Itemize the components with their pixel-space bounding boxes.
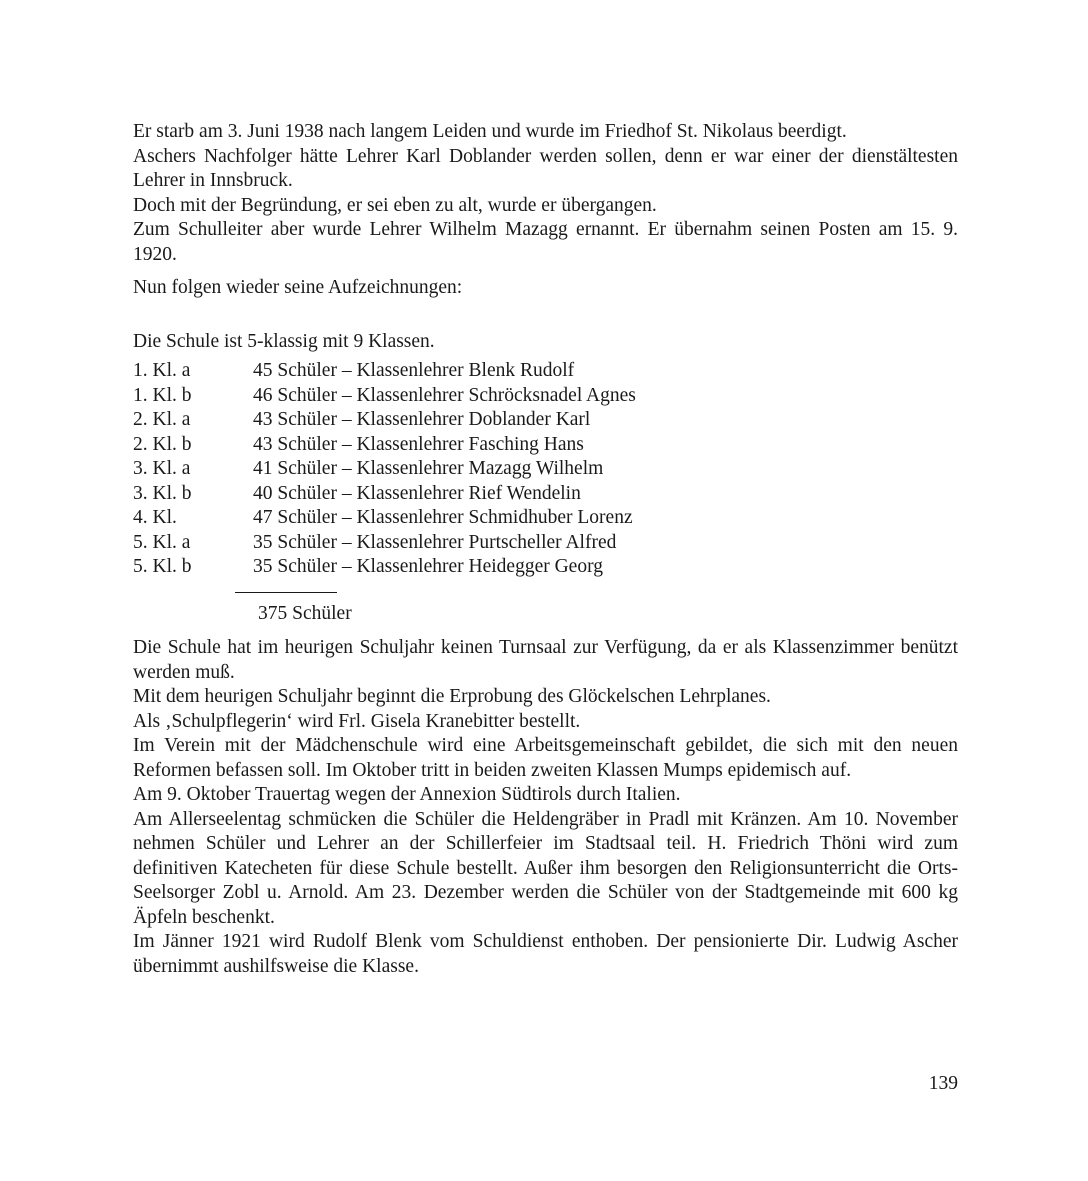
lead-line: Nun folgen wieder seine Aufzeichnungen: bbox=[133, 277, 463, 298]
class-label: 1. Kl. b bbox=[133, 384, 192, 406]
class-row bbox=[133, 531, 636, 556]
class-row bbox=[133, 359, 636, 384]
class-label: 1. Kl. a bbox=[133, 360, 191, 381]
paragraph: Mit dem heurigen Schuljahr beginnt die Erprobung des Glöckelschen Lehrplanes. bbox=[133, 686, 771, 707]
class-row bbox=[133, 482, 636, 507]
class-info: 46 Schüler – Klassenlehrer Schröcksnadel Agnes bbox=[253, 384, 636, 406]
class-info: 45 Schüler – Klassenlehrer Blenk Rudolf bbox=[253, 360, 575, 381]
class-label: 3. Kl. b bbox=[133, 482, 192, 504]
paragraph: Im Jänner 1921 wird Rudolf Blenk vom Schuldienst enthoben. Der pensionierte Dir. Ludwig Ascher übernimmt aushilfsweise die Klasse. bbox=[133, 931, 958, 977]
class-info: 43 Schüler – Klassenlehrer Doblander Karl bbox=[253, 409, 591, 430]
page-number: 139 bbox=[928, 1073, 958, 1094]
class-info: 47 Schüler – Klassenlehrer Schmidhuber Lorenz bbox=[253, 507, 633, 528]
class-row bbox=[133, 506, 636, 531]
class-label: 4. Kl. bbox=[133, 507, 177, 528]
paragraph: Zum Schulleiter aber wurde Lehrer Wilhelm Mazagg ernannt. Er übernahm seinen Posten am 15. 9. 1920. bbox=[133, 219, 958, 265]
class-row bbox=[133, 433, 636, 458]
class-row bbox=[133, 384, 636, 409]
paragraph: Am Allerseelentag schmücken die Schüler die Heldengräber in Pradl mit Kränzen. Am 10. November nehmen Schüler und Lehrer an der Schillerfeier im Stadtsaal teil. H. Friedrich Thöni wird zum definitiven Katecheten für diese Schule bestellt. Außer ihm besorgen den Religionsunterricht die Orts-Seelsorger Zobl u. Arnold. Am 23. Dezember werden die Schüler von der Stadtgemeinde mit 600 kg Äpfeln beschenkt. bbox=[133, 808, 958, 928]
paragraph: Die Schule hat im heurigen Schuljahr keinen Turnsaal zur Verfügung, da er als Klassenzimmer benützt werden muß. bbox=[133, 637, 958, 683]
class-list bbox=[133, 359, 636, 580]
class-label: 3. Kl. a bbox=[133, 458, 191, 479]
class-info: 43 Schüler – Klassenlehrer Fasching Hans bbox=[253, 433, 584, 455]
class-label: 5. Kl. a bbox=[133, 531, 191, 553]
class-info: 41 Schüler – Klassenlehrer Mazagg Wilhelm bbox=[253, 458, 604, 479]
class-label: 5. Kl. b bbox=[133, 556, 192, 577]
paragraph: Als ‚Schulpflegerin‘ wird Frl. Gisela Kranebitter bestellt. bbox=[133, 710, 581, 732]
total-students: 375 Schüler bbox=[258, 603, 352, 624]
class-info: 35 Schüler – Klassenlehrer Heidegger Georg bbox=[253, 556, 603, 577]
class-row bbox=[133, 457, 636, 482]
paragraph: Doch mit der Begründung, er sei eben zu alt, wurde er übergangen. bbox=[133, 194, 657, 216]
lead-section bbox=[133, 276, 958, 301]
class-info: 40 Schüler – Klassenlehrer Rief Wendelin bbox=[253, 482, 581, 504]
class-label: 2. Kl. a bbox=[133, 409, 191, 430]
class-intro-section bbox=[133, 330, 958, 355]
class-row bbox=[133, 408, 636, 433]
class-label: 2. Kl. b bbox=[133, 433, 192, 455]
class-intro-line: Die Schule ist 5-klassig mit 9 Klassen. bbox=[133, 331, 435, 352]
paragraph: Am 9. Oktober Trauertag wegen der Annexion Südtirols durch Italien. bbox=[133, 784, 681, 805]
paragraph: Im Verein mit der Mädchenschule wird eine Arbeitsgemeinschaft gebildet, die sich mit den neuen Reformen befassen soll. Im Oktober tritt in beiden zweiten Klassen Mumps epidemisch auf. bbox=[133, 735, 958, 781]
paragraph: Aschers Nachfolger hätte Lehrer Karl Doblander werden sollen, denn er war einer der dienstältesten Lehrer in Innsbruck. bbox=[133, 145, 958, 191]
class-row bbox=[133, 555, 636, 580]
class-info: 35 Schüler – Klassenlehrer Purtscheller Alfred bbox=[253, 531, 617, 553]
intro-section bbox=[133, 120, 958, 267]
body-section bbox=[133, 636, 958, 979]
sum-divider bbox=[235, 592, 337, 593]
paragraph: Er starb am 3. Juni 1938 nach langem Leiden und wurde im Friedhof St. Nikolaus beerdigt. bbox=[133, 121, 847, 142]
